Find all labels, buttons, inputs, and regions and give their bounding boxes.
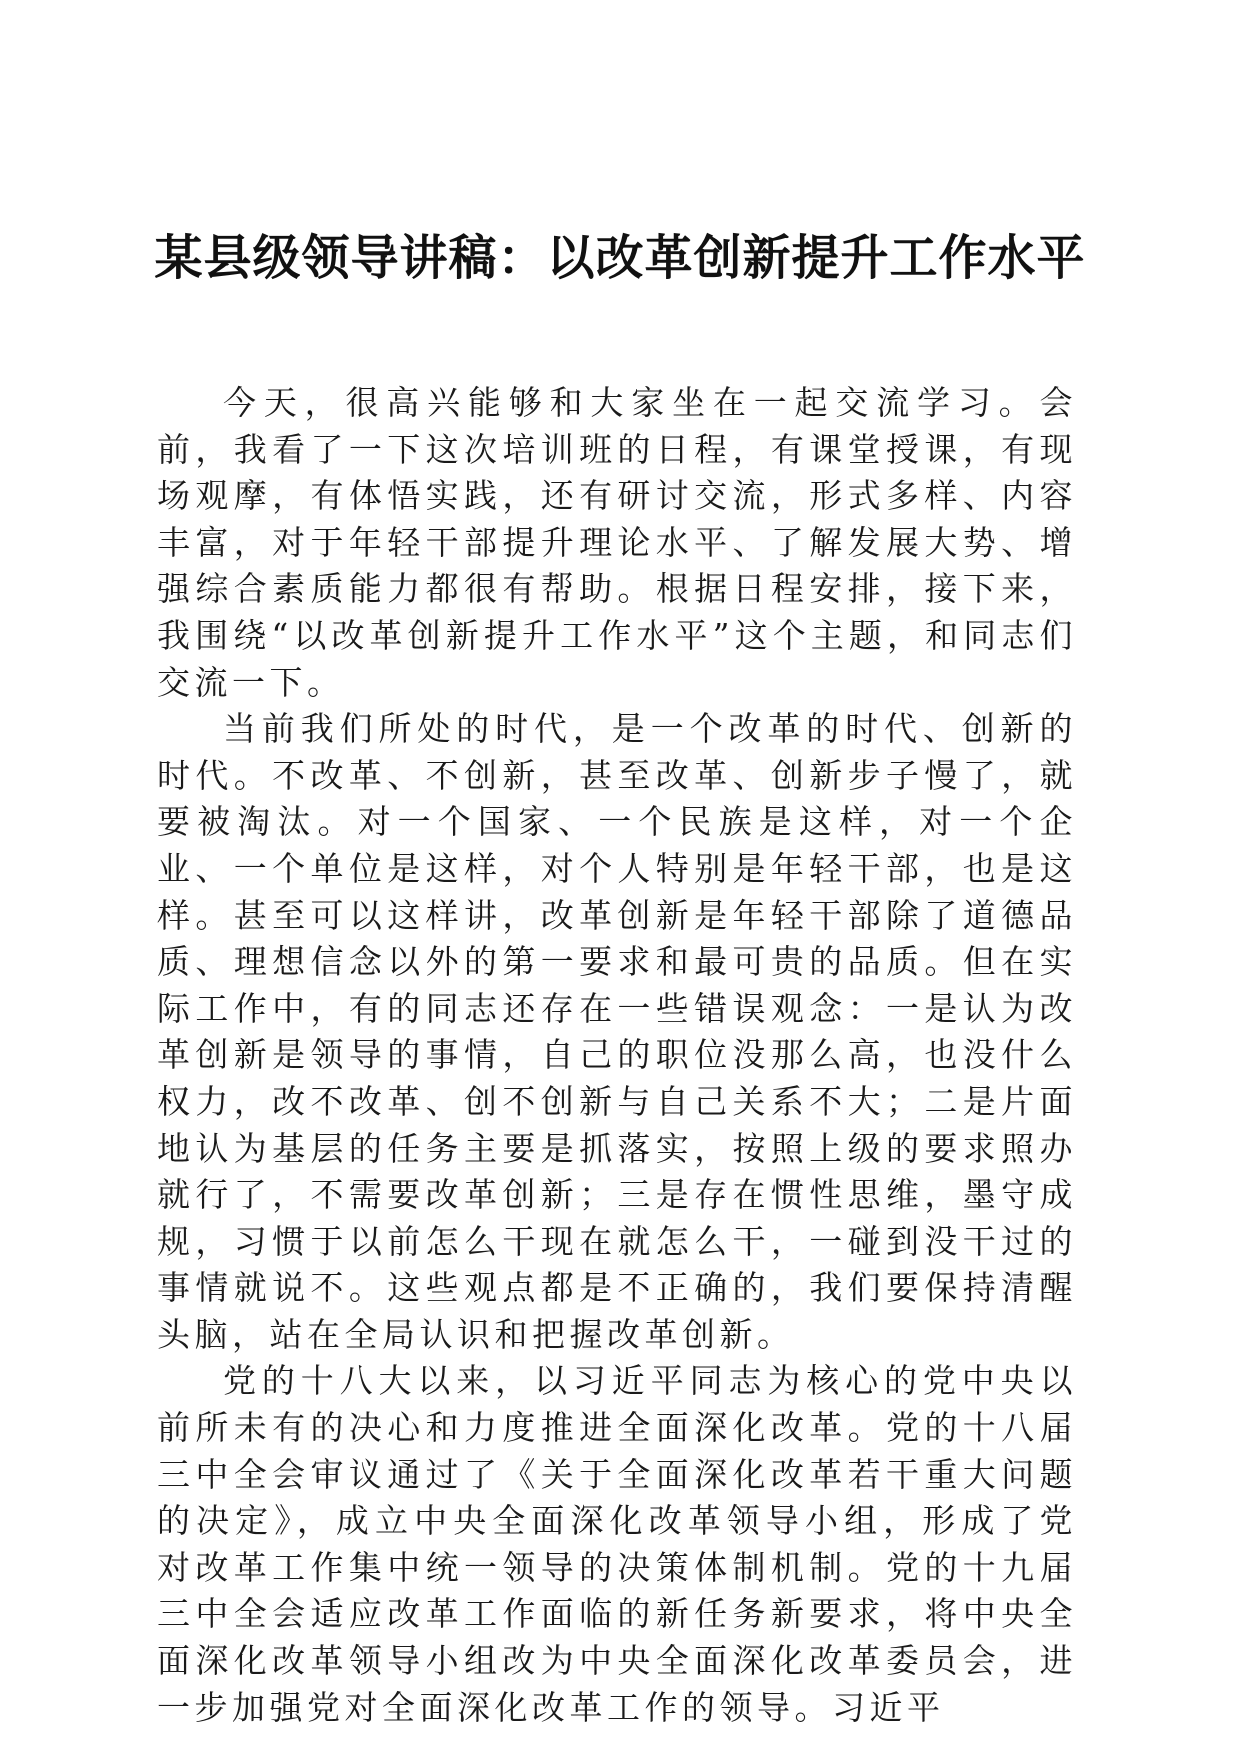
paragraph-3: 党的十八大以来，以习近平同志为核心的党中央以前所未有的决心和力度推进全面深化改革。党的十八届三中全会审议通过了《关于全面深化改革若干重大问题的决定》，成立中央全面深化改革领导小组，形成了党对改革工作集中统一领导的决策体制机制。党的十九届三中全会适应改革工作面临的新任务新要求，将中央全面深化改革领导小组改为中央全面深化改革委员会，进一步加强党对全面深化改革工作的领导。习近平	[157, 1361, 1077, 1727]
paragraph-2: 当前我们所处的时代，是一个改革的时代、创新的时代。不改革、不创新，甚至改革、创新步子慢了，就要被淘汰。对一个国家、一个民族是这样，对一个企业、一个单位是这样，对个人特别是年轻干部，也是这样。甚至可以这样讲，改革创新是年轻干部除了道德品质、理想信念以外的第一要求和最可贵的品质。但在实际工作中，有的同志还存在一些错误观念：一是认为改革创新是领导的事情，自己的职位没那么高，也没什么权力，改不改革、创不创新与自己关系不大；二是片面地认为基层的任务主要是抓落实，按照上级的要求照办就行了，不需要改革创新；三是存在惯性思维，墨守成规，习惯于以前怎么干现在就怎么干，一碰到没干过的事情就说不。这些观点都是不正确的，我们要保持清醒头脑，站在全局认识和把握改革创新。	[157, 709, 1077, 1354]
paragraph-1: 今天，很高兴能够和大家坐在一起交流学习。会前，我看了一下这次培训班的日程，有课堂授课，有现场观摩，有体悟实践，还有研讨交流，形式多样、内容丰富，对于年轻干部提升理论水平、了解发展大势、增强综合素质能力都很有帮助。根据日程安排，接下来，我围绕“以改革创新提升工作水平”这个主题，和同志们交流一下。	[157, 383, 1077, 702]
document-title: 某县级领导讲稿：以改革创新提升工作水平	[154, 230, 1086, 286]
document-body	[157, 380, 1077, 1731]
